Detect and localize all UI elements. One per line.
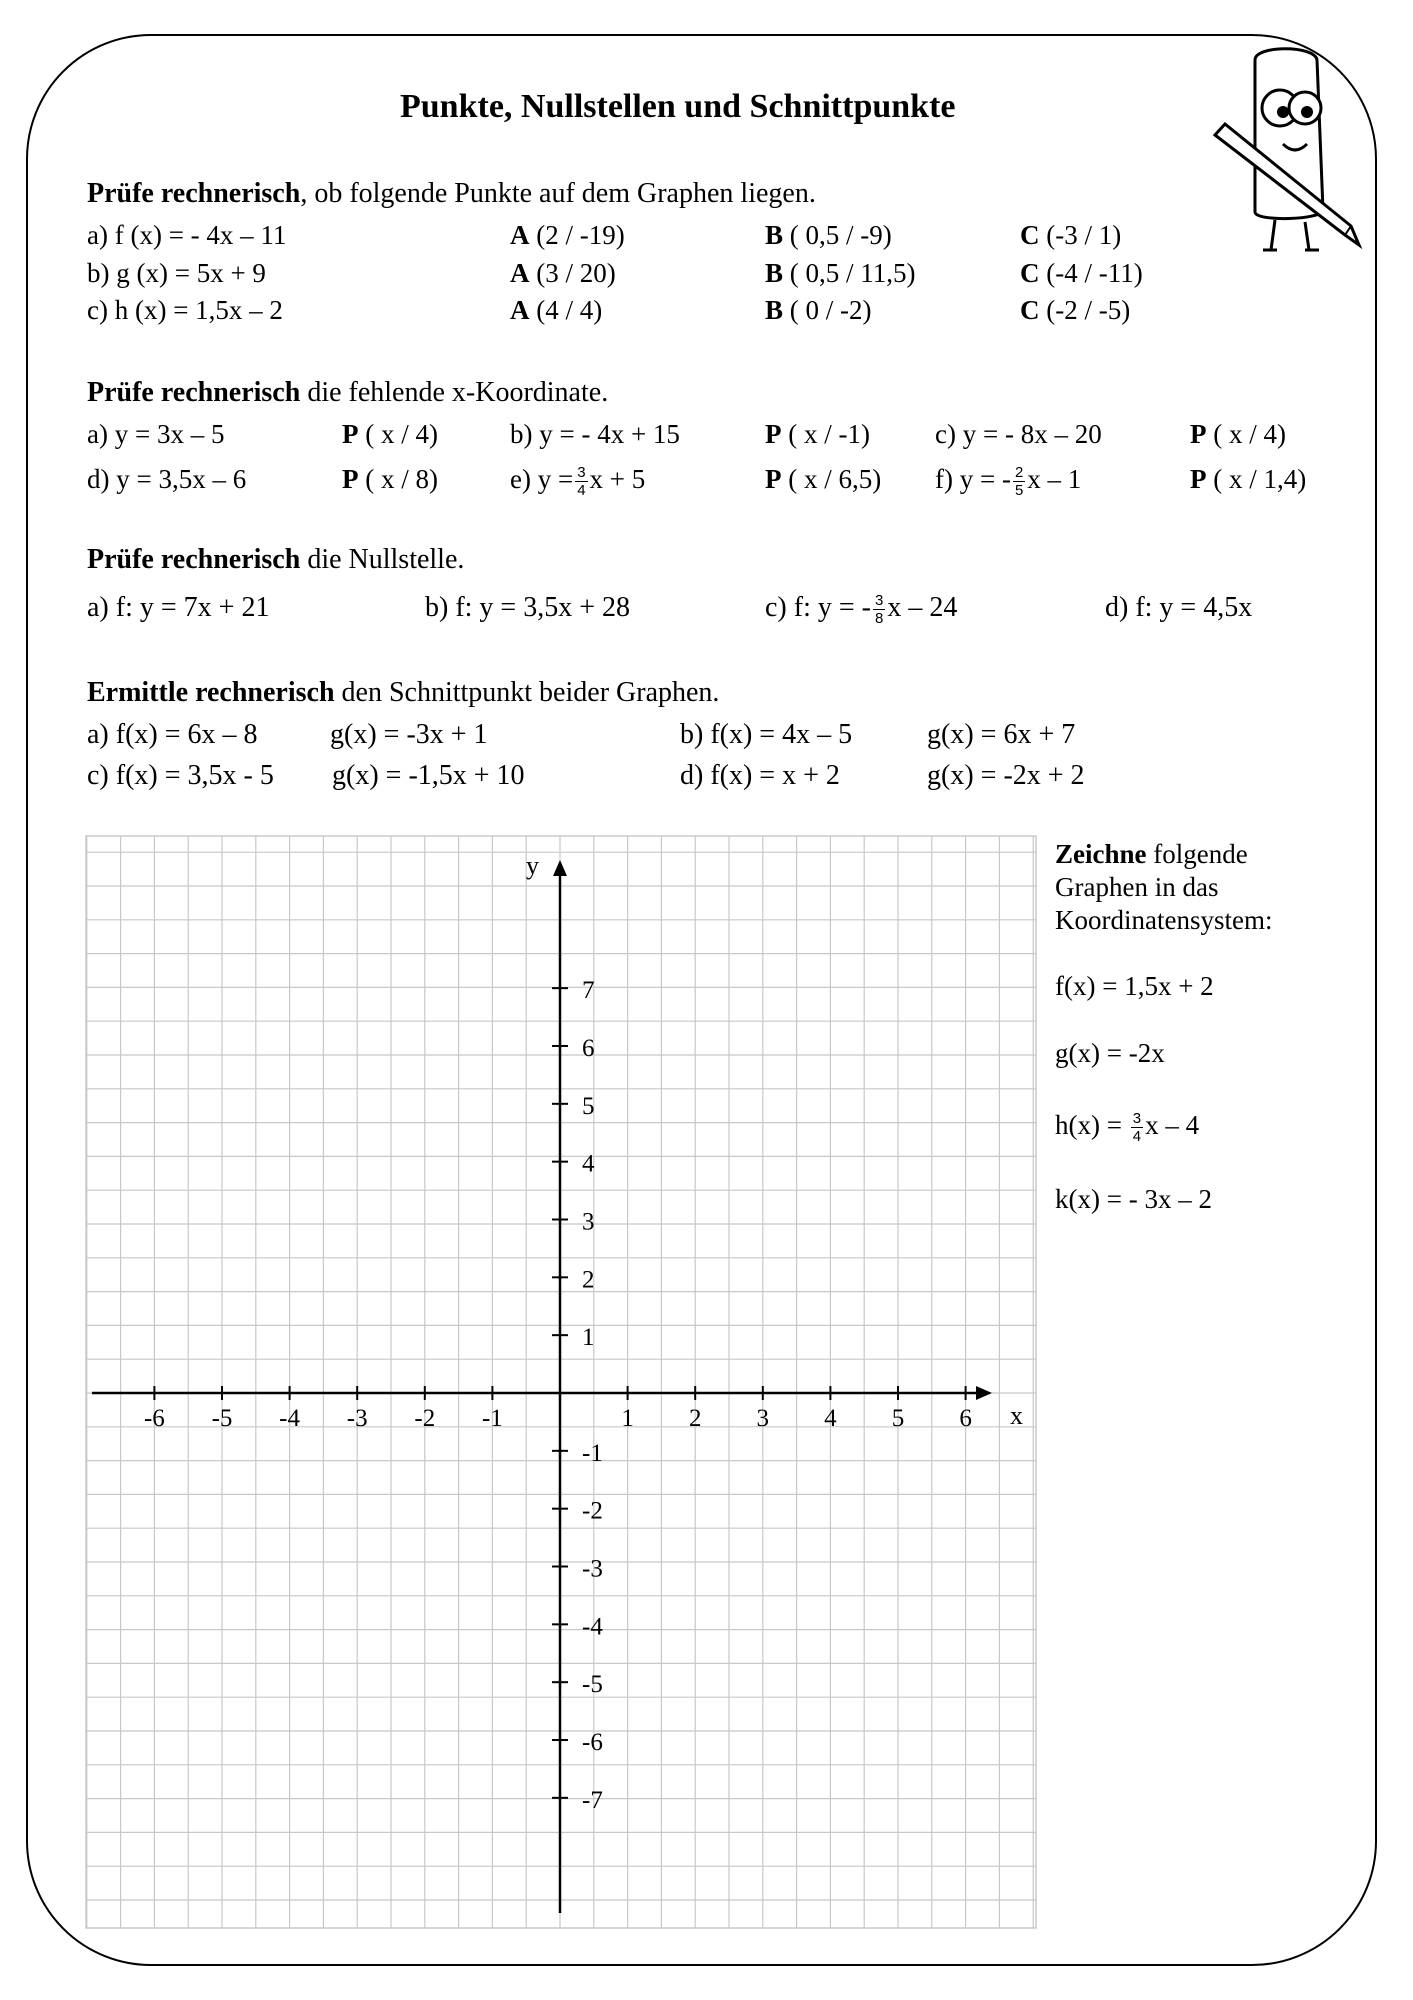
eq-e-prefix: e) y = bbox=[510, 464, 574, 494]
point-a-label: A bbox=[510, 220, 530, 250]
sec1-row-a-func: a) f (x) = - 4x – 11 bbox=[87, 220, 287, 250]
sec2-point-f bbox=[1190, 464, 1306, 494]
x-tick-label: -5 bbox=[211, 1405, 233, 1432]
sec4-a-f: a) f(x) = 6x – 8 bbox=[87, 719, 258, 750]
fraction-numerator: 3 bbox=[874, 592, 884, 610]
y-tick-label: -3 bbox=[582, 1555, 603, 1583]
x-tick-label: -2 bbox=[414, 1405, 436, 1432]
func-h-suffix: x – 4 bbox=[1145, 1110, 1200, 1140]
axes bbox=[92, 860, 992, 1913]
point-p-value: ( x / 6,5) bbox=[788, 464, 882, 494]
eq-c-prefix: c) f: y = - bbox=[765, 592, 871, 623]
point-p-value: ( x / 1,4) bbox=[1213, 464, 1307, 494]
sec1-row-a-point-c bbox=[1020, 220, 1121, 250]
y-tick-label: 6 bbox=[582, 1034, 595, 1062]
eq-e-suffix: x + 5 bbox=[589, 464, 646, 494]
section-5-line-2: Graphen in das bbox=[1055, 872, 1219, 902]
sec5-func-g: g(x) = -2x bbox=[1055, 1038, 1165, 1068]
y-tick-label: 2 bbox=[582, 1266, 595, 1294]
y-tick-label: 4 bbox=[582, 1150, 595, 1178]
point-a-value: (3 / 20) bbox=[536, 258, 616, 288]
section-5-line-3: Koordinatensystem: bbox=[1055, 905, 1273, 935]
fraction-numerator: 3 bbox=[577, 464, 586, 482]
sec2-eq-f bbox=[935, 456, 1081, 502]
x-tick-label: 4 bbox=[824, 1405, 837, 1432]
y-axis-arrow bbox=[553, 860, 567, 876]
point-c-label: C bbox=[1020, 220, 1040, 250]
point-b-value: ( 0 / -2) bbox=[789, 295, 872, 325]
point-p-value: ( x / 4) bbox=[1213, 419, 1286, 449]
y-tick-label: 5 bbox=[582, 1092, 595, 1120]
x-tick-label: 6 bbox=[959, 1405, 972, 1432]
point-p-value: ( x / -1) bbox=[788, 419, 870, 449]
section-3-heading bbox=[87, 545, 464, 575]
section-1-heading-text: , ob folgende Punkte auf dem Graphen liegen. bbox=[300, 178, 816, 209]
point-a-label: A bbox=[510, 258, 530, 288]
sec2-point-e bbox=[765, 464, 881, 494]
sec1-row-a-point-b bbox=[765, 220, 892, 250]
x-tick-label: -6 bbox=[143, 1405, 165, 1432]
y-tick-label: 1 bbox=[582, 1324, 595, 1352]
sec1-row-c-point-c bbox=[1020, 295, 1130, 325]
pencil-mascot-illustration bbox=[1205, 40, 1375, 260]
y-tick-label: -7 bbox=[582, 1786, 603, 1814]
y-tick-label: -4 bbox=[582, 1613, 603, 1641]
sec2-eq-a: a) y = 3x – 5 bbox=[87, 419, 225, 449]
sec3-eq-b: b) f: y = 3,5x + 28 bbox=[425, 592, 631, 623]
fraction bbox=[1013, 464, 1025, 499]
sec2-point-c bbox=[1190, 419, 1286, 449]
point-p-label: P bbox=[342, 419, 359, 449]
fraction-denominator: 4 bbox=[1132, 1128, 1142, 1146]
coordinate-system bbox=[80, 830, 1040, 1930]
section-5-heading-text: folgende bbox=[1146, 839, 1248, 869]
sec1-row-b-point-b bbox=[765, 258, 916, 288]
point-c-value: (-3 / 1) bbox=[1046, 220, 1122, 250]
y-tick-label: 3 bbox=[582, 1208, 595, 1236]
sec2-eq-c: c) y = - 8x – 20 bbox=[935, 419, 1102, 449]
sec1-row-b-point-c bbox=[1020, 258, 1143, 288]
sec2-eq-d: d) y = 3,5x – 6 bbox=[87, 464, 247, 494]
point-a-label: A bbox=[510, 295, 530, 325]
section-1-heading-bold: Prüfe rechnerisch bbox=[87, 178, 301, 209]
sec2-point-a bbox=[342, 419, 438, 449]
x-axis-arrow bbox=[976, 1386, 992, 1400]
x-axis-label: x bbox=[1010, 1401, 1023, 1430]
sec1-row-b-func: b) g (x) = 5x + 9 bbox=[87, 258, 266, 288]
point-b-value: ( 0,5 / -9) bbox=[789, 220, 892, 250]
sec1-row-a-point-a bbox=[510, 220, 625, 250]
eq-f-suffix: x – 1 bbox=[1027, 464, 1082, 494]
sec2-point-b bbox=[765, 419, 870, 449]
sec4-b-g: g(x) = 6x + 7 bbox=[927, 719, 1076, 750]
point-p-label: P bbox=[1190, 419, 1207, 449]
sec2-eq-b: b) y = - 4x + 15 bbox=[510, 419, 680, 449]
sec2-point-d bbox=[342, 464, 438, 494]
fraction-numerator: 2 bbox=[1014, 464, 1024, 482]
x-tick-label: -1 bbox=[481, 1405, 503, 1432]
point-b-label: B bbox=[765, 220, 784, 250]
point-a-value: (2 / -19) bbox=[536, 220, 625, 250]
sec5-func-h bbox=[1055, 1102, 1199, 1148]
page-title: Punkte, Nullstellen und Schnittpunkte bbox=[400, 88, 956, 125]
section-3-heading-bold: Prüfe rechnerisch bbox=[87, 544, 301, 575]
sec3-eq-d: d) f: y = 4,5x bbox=[1105, 592, 1253, 623]
sec4-c-g: g(x) = -1,5x + 10 bbox=[332, 760, 525, 791]
point-b-value: ( 0,5 / 11,5) bbox=[789, 258, 916, 288]
section-2-heading-text: die fehlende x-Koordinate. bbox=[300, 377, 609, 408]
eq-c-suffix: x – 24 bbox=[887, 592, 958, 623]
section-2-heading-bold: Prüfe rechnerisch bbox=[87, 377, 301, 408]
section-4-heading bbox=[87, 678, 719, 708]
sec1-row-c-point-a bbox=[510, 295, 602, 325]
func-h-prefix: h(x) = bbox=[1055, 1110, 1122, 1140]
x-tick-label: 3 bbox=[756, 1405, 770, 1432]
sec2-eq-e bbox=[510, 456, 645, 502]
fraction bbox=[575, 464, 587, 499]
sec4-c-f: c) f(x) = 3,5x - 5 bbox=[87, 760, 274, 791]
section-1-heading bbox=[87, 179, 816, 209]
point-p-label: P bbox=[1190, 464, 1207, 494]
fraction-denominator: 8 bbox=[874, 610, 884, 628]
y-tick-label: -5 bbox=[582, 1671, 603, 1699]
fraction-numerator: 3 bbox=[1132, 1110, 1142, 1128]
x-tick-label: 1 bbox=[621, 1405, 634, 1432]
sec5-func-f: f(x) = 1,5x + 2 bbox=[1055, 971, 1214, 1001]
x-tick-label: 5 bbox=[891, 1405, 905, 1432]
point-p-value: ( x / 4) bbox=[365, 419, 438, 449]
sec3-eq-c bbox=[765, 585, 957, 631]
y-tick-label: -1 bbox=[582, 1439, 603, 1467]
sec5-func-k: k(x) = - 3x – 2 bbox=[1055, 1184, 1212, 1214]
section-4-heading-text: den Schnittpunkt beider Graphen. bbox=[334, 677, 720, 708]
y-axis-label: y bbox=[526, 851, 539, 880]
point-c-value: (-2 / -5) bbox=[1046, 295, 1131, 325]
x-tick-label: 2 bbox=[688, 1405, 702, 1432]
sec3-eq-a: a) f: y = 7x + 21 bbox=[87, 592, 270, 623]
point-p-label: P bbox=[765, 464, 782, 494]
y-tick-label: 7 bbox=[582, 977, 595, 1005]
y-tick-label: -2 bbox=[582, 1497, 603, 1525]
section-3-heading-text: die Nullstelle. bbox=[300, 544, 465, 575]
fraction bbox=[1131, 1110, 1143, 1145]
section-5-heading bbox=[1055, 839, 1248, 869]
point-c-label: C bbox=[1020, 295, 1040, 325]
axis-ticks bbox=[144, 977, 972, 1814]
sec4-d-f: d) f(x) = x + 2 bbox=[680, 760, 840, 791]
eq-f-prefix: f) y = - bbox=[935, 464, 1011, 494]
section-5-heading-bold: Zeichne bbox=[1055, 839, 1147, 869]
fraction bbox=[873, 592, 885, 627]
sec4-d-g: g(x) = -2x + 2 bbox=[927, 760, 1085, 791]
point-p-value: ( x / 8) bbox=[365, 464, 438, 494]
sec4-b-f: b) f(x) = 4x – 5 bbox=[680, 719, 853, 750]
sec1-row-c-point-b bbox=[765, 295, 872, 325]
fraction-denominator: 5 bbox=[1014, 482, 1024, 500]
sec1-row-c-func: c) h (x) = 1,5x – 2 bbox=[87, 295, 283, 325]
point-p-label: P bbox=[342, 464, 359, 494]
point-b-label: B bbox=[765, 295, 784, 325]
x-tick-label: -4 bbox=[279, 1405, 301, 1432]
sec1-row-b-point-a bbox=[510, 258, 616, 288]
section-4-heading-bold: Ermittle rechnerisch bbox=[87, 677, 335, 708]
point-p-label: P bbox=[765, 419, 782, 449]
section-2-heading bbox=[87, 378, 608, 408]
sec4-a-g: g(x) = -3x + 1 bbox=[330, 719, 488, 750]
point-c-label: C bbox=[1020, 258, 1040, 288]
fraction-denominator: 4 bbox=[577, 482, 586, 500]
point-a-value: (4 / 4) bbox=[536, 295, 603, 325]
y-tick-label: -6 bbox=[582, 1729, 603, 1757]
point-b-label: B bbox=[765, 258, 784, 288]
point-c-value: (-4 / -11) bbox=[1046, 258, 1143, 288]
x-tick-label: -3 bbox=[346, 1405, 368, 1432]
